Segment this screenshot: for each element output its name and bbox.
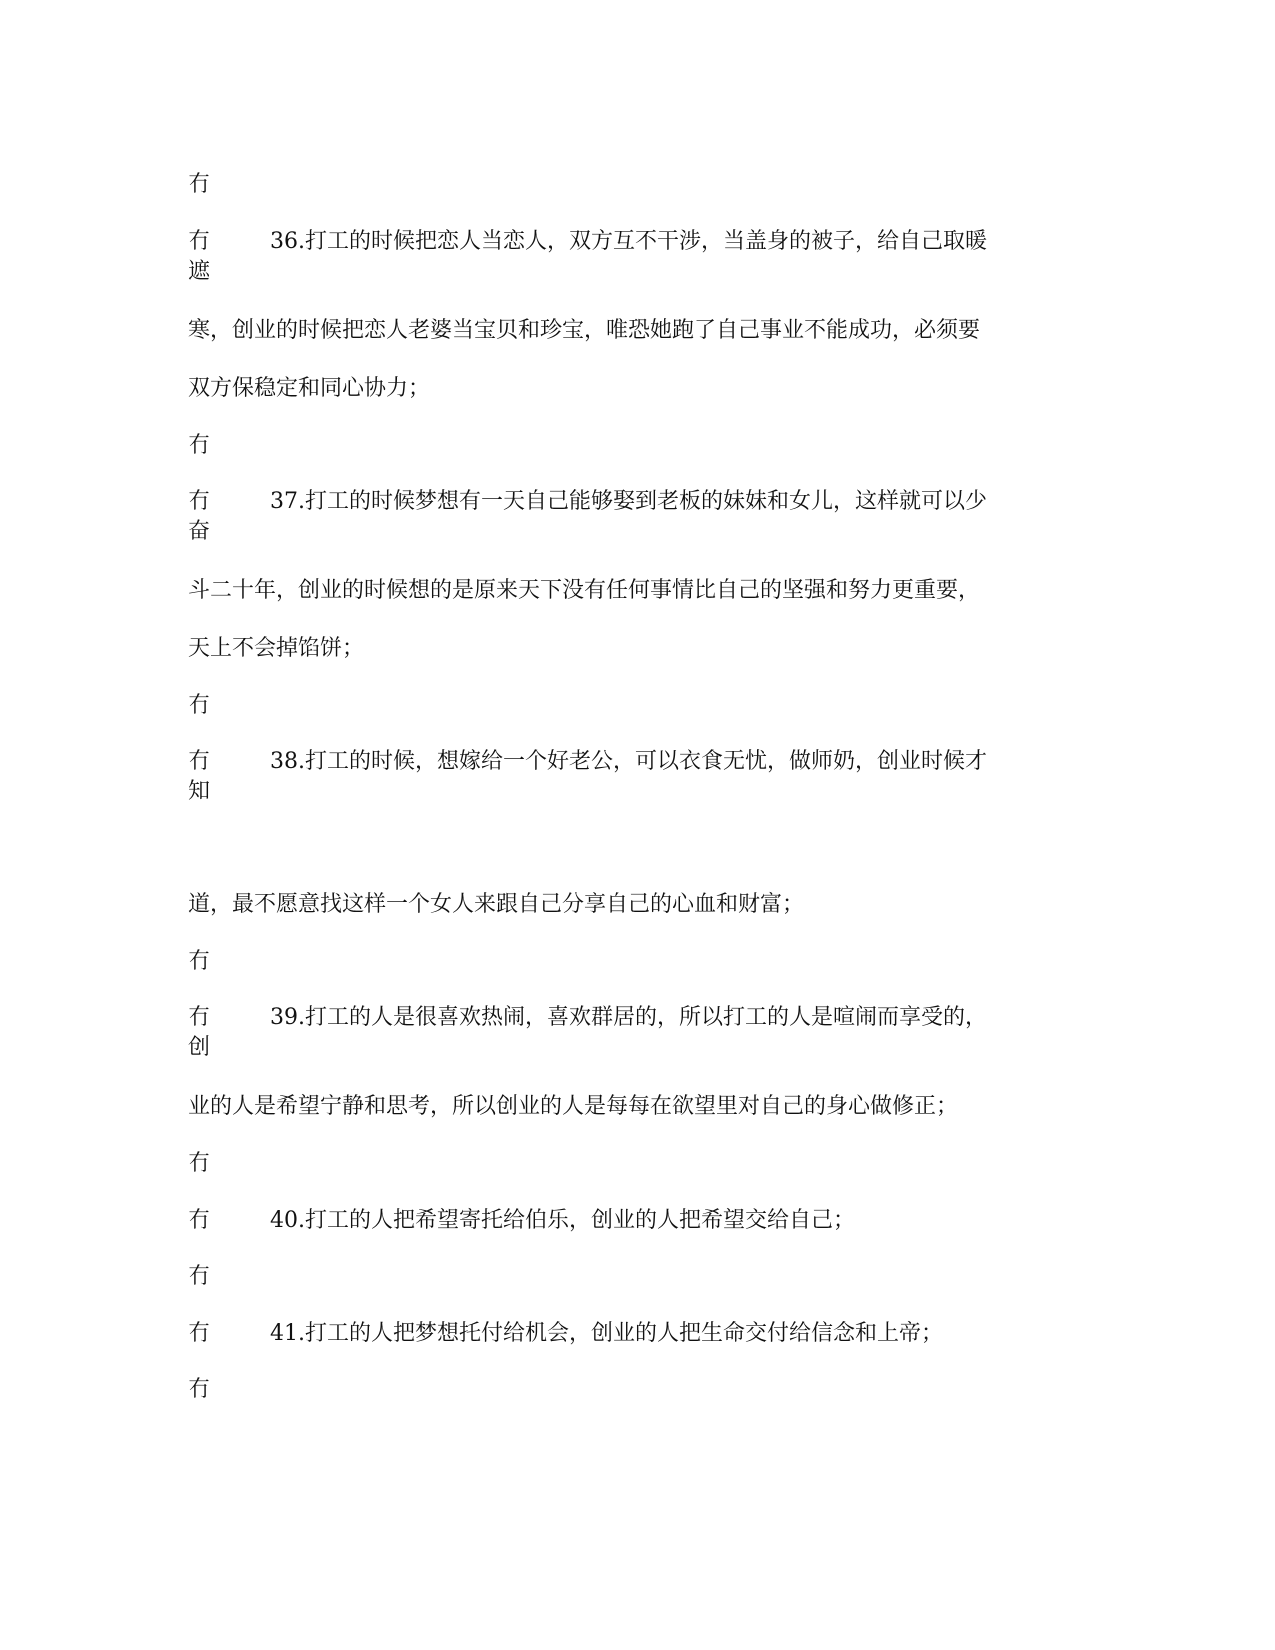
line-marker-continuation: 创 xyxy=(188,1035,211,1060)
line-marker: 冇 xyxy=(188,433,211,458)
line-marker: 冇 xyxy=(188,489,211,514)
list-item-38: 38.打工的时候，想嫁给一个好老公，可以衣食无忧，做师奶，创业时候才 xyxy=(270,749,987,774)
line-marker: 冇 xyxy=(188,172,211,197)
line-marker: 冇 xyxy=(188,229,211,254)
paragraph-line: 寒，创业的时候把恋人老婆当宝贝和珍宝，唯恐她跑了自己事业不能成功，必须要 xyxy=(188,318,981,343)
list-item-36: 36.打工的时候把恋人当恋人，双方互不干涉，当盖身的被子，给自己取暖 xyxy=(270,229,987,254)
line-marker-continuation: 奋 xyxy=(188,519,211,544)
line-marker-stack xyxy=(188,747,212,807)
paragraph-line: 业的人是希望宁静和思考，所以创业的人是每每在欲望里对自己的身心做修正； xyxy=(188,1094,959,1119)
list-item-39: 39.打工的人是很喜欢热闹，喜欢群居的，所以打工的人是喧闹而享受的， xyxy=(270,1005,987,1030)
line-marker: 冇 xyxy=(188,1321,211,1346)
line-marker: 冇 xyxy=(188,1005,211,1030)
list-item-40: 40.打工的人把希望寄托给伯乐，创业的人把希望交给自己； xyxy=(270,1208,855,1233)
list-item-41: 41.打工的人把梦想托付给机会，创业的人把生命交付给信念和上帝； xyxy=(270,1321,943,1346)
list-item-37: 37.打工的时候梦想有一天自己能够娶到老板的妹妹和女儿，这样就可以少 xyxy=(270,489,987,514)
line-marker: 冇 xyxy=(188,693,211,718)
line-marker: 冇 xyxy=(188,1151,211,1176)
line-marker: 冇 xyxy=(188,749,211,774)
line-marker-continuation: 知 xyxy=(188,779,211,804)
paragraph-line: 天上不会掉馅饼； xyxy=(188,636,365,661)
paragraph-line: 双方保稳定和同心协力； xyxy=(188,376,431,401)
paragraph-line: 斗二十年，创业的时候想的是原来天下没有任何事情比自己的坚强和努力更重要， xyxy=(188,578,981,603)
line-marker: 冇 xyxy=(188,1208,211,1233)
line-marker: 冇 xyxy=(188,1264,211,1289)
line-marker-continuation: 遮 xyxy=(188,259,211,284)
line-marker-stack xyxy=(188,1003,212,1063)
line-marker: 冇 xyxy=(188,1377,211,1402)
line-marker: 冇 xyxy=(188,949,211,974)
paragraph-line: 道，最不愿意找这样一个女人来跟自己分享自己的心血和财富； xyxy=(188,892,805,917)
line-marker-stack xyxy=(188,227,212,287)
line-marker-stack xyxy=(188,487,212,547)
